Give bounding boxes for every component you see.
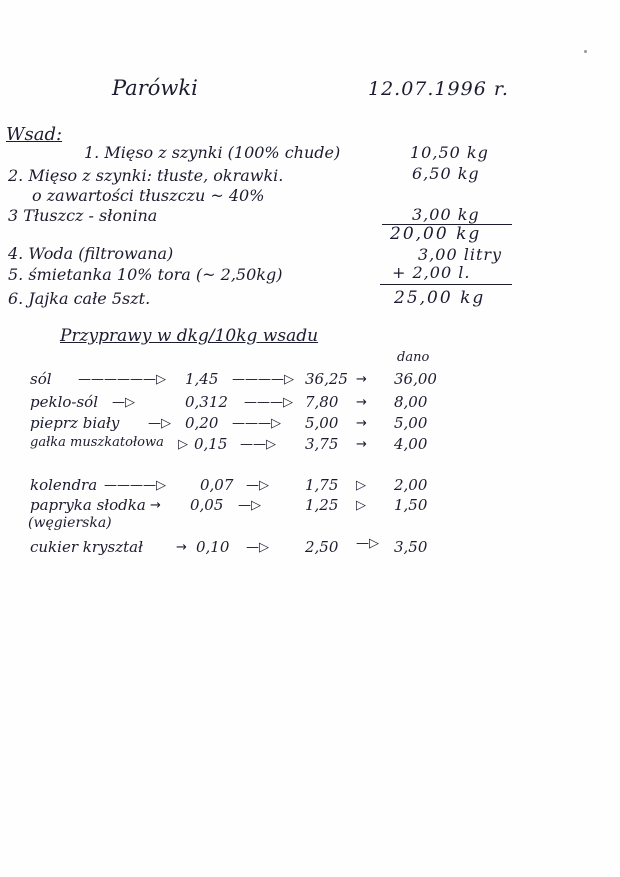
ingredient-1-label: 1. Mięso z szynki (100% chude) xyxy=(84,143,341,162)
spice-calc: 3,75 xyxy=(305,435,339,453)
arrow-icon: → xyxy=(150,498,161,513)
spice-per10: 0,05 xyxy=(190,496,224,514)
arrow-icon: —▷ xyxy=(238,498,261,513)
ingredient-3-qty: 3,00 kg xyxy=(412,205,480,224)
spice-per10: 0,312 xyxy=(185,393,228,411)
arrow-icon: → xyxy=(356,416,367,431)
spice-name: sól xyxy=(30,370,52,388)
arrow-icon: ▷ xyxy=(356,478,366,493)
spice-name: gałka muszkatołowa xyxy=(30,435,164,450)
spice-name-note: (węgierska) xyxy=(28,515,112,531)
spice-name: peklo-sól xyxy=(30,393,98,411)
spice-given: 1,50 xyxy=(394,496,428,514)
spice-per10: 0,07 xyxy=(200,476,234,494)
spice-calc: 1,25 xyxy=(305,496,339,514)
total-rule xyxy=(380,284,512,285)
spice-per10: 0,10 xyxy=(196,538,230,556)
recipe-date: 12.07.1996 r. xyxy=(368,78,509,100)
spice-calc: 36,25 xyxy=(305,370,348,388)
spice-name: cukier kryształ xyxy=(30,538,143,556)
spice-name: pieprz biały xyxy=(30,414,120,432)
arrow-icon: —▷ xyxy=(356,536,379,551)
arrow-icon: ——————▷ xyxy=(78,372,166,387)
arrow-icon: ——▷ xyxy=(240,437,276,452)
spices-heading: Przyprawy w dkg/10kg wsadu xyxy=(60,326,319,346)
ingredient-3-label: 3 Tłuszcz - słonina xyxy=(8,206,158,225)
arrow-icon: —▷ xyxy=(246,540,269,555)
ingredient-1-qty: 10,50 kg xyxy=(410,143,489,162)
spice-name: kolendra xyxy=(30,476,98,494)
arrow-icon: ————▷ xyxy=(232,372,294,387)
spice-calc: 7,80 xyxy=(305,393,339,411)
arrow-icon: ▷ xyxy=(356,498,366,513)
arrow-icon: → xyxy=(356,437,367,452)
ingredient-6-label: 6. Jajka całe 5szt. xyxy=(8,289,151,308)
spice-calc: 1,75 xyxy=(305,476,339,494)
spice-calc: 5,00 xyxy=(305,414,339,432)
arrow-icon: —▷ xyxy=(112,395,135,410)
recipe-title: Parówki xyxy=(112,76,198,100)
spice-given: 8,00 xyxy=(394,393,428,411)
arrow-icon: → xyxy=(356,372,367,387)
arrow-icon: → xyxy=(176,540,187,555)
arrow-icon: —▷ xyxy=(148,416,171,431)
arrow-icon: ———▷ xyxy=(232,416,281,431)
ingredient-2-qty: 6,50 kg xyxy=(412,164,480,183)
dano-label: dano xyxy=(397,350,430,365)
spice-given: 5,00 xyxy=(394,414,428,432)
ingredient-4-label: 4. Woda (filtrowana) xyxy=(8,244,174,263)
arrow-icon: —▷ xyxy=(246,478,269,493)
paper-speck xyxy=(584,50,587,53)
arrow-icon: ▷ xyxy=(178,437,188,452)
ingredient-5-qty: + 2,00 l. xyxy=(392,263,471,282)
spice-name: papryka słodka xyxy=(30,496,146,514)
spice-per10: 0,20 xyxy=(185,414,219,432)
total-value: 25,00 kg xyxy=(394,288,486,308)
spice-given: 3,50 xyxy=(394,538,428,556)
subtotal-value: 20,00 kg xyxy=(390,224,482,244)
ingredient-4-qty: 3,00 litry xyxy=(418,245,503,264)
spice-given: 2,00 xyxy=(394,476,428,494)
ingredient-5-label: 5. śmietanka 10% tora (~ 2,50kg) xyxy=(8,265,283,284)
spice-calc: 2,50 xyxy=(305,538,339,556)
wsad-heading: Wsad: xyxy=(6,124,63,145)
spice-given: 36,00 xyxy=(394,370,437,388)
spice-per10: 0,15 xyxy=(194,435,228,453)
arrow-icon: ———▷ xyxy=(244,395,293,410)
arrow-icon: ————▷ xyxy=(104,478,166,493)
ingredient-2-label: 2. Mięso z szynki: tłuste, okrawki. xyxy=(8,166,284,185)
spice-given: 4,00 xyxy=(394,435,428,453)
spice-per10: 1,45 xyxy=(185,370,219,388)
ingredient-2-note: o zawartości tłuszczu ~ 40% xyxy=(32,186,265,205)
arrow-icon: → xyxy=(356,395,367,410)
